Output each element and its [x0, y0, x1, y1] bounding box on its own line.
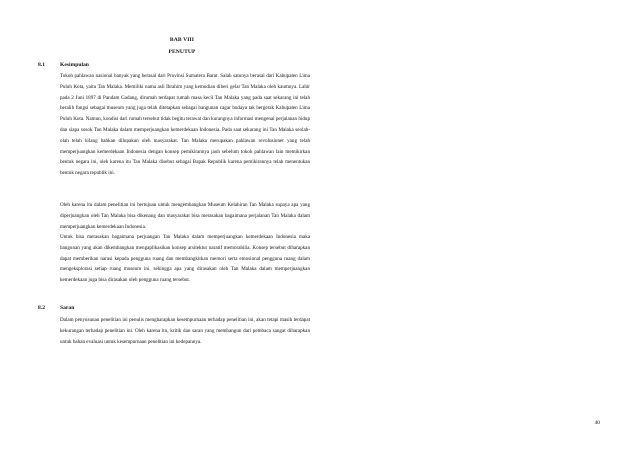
paragraph: Dalam penyusunan penelitian ini penulis mengharapkan kesempurnaan terhadap penelitian ini, akan tetapi masih terdapat kekurangan terhadap penelitian ini. Oleh karena itu, kritik dan saran yang membangun dari pembaca sangat diharapkan untuk bahan evaluasi untuk kesempurnaan penelitian ini kedepannya.	[60, 317, 310, 345]
section-title: Saran	[60, 305, 75, 311]
section-heading-saran	[38, 305, 318, 311]
section-heading-kesimpulan	[38, 62, 318, 68]
paragraph: Untuk bisa merasakan bagaimana perjuangan Tan Malaka dalam memperjuangkan kemerdekaan Indonesia maka bangunan yang akan dikembangkan mengaplikasikan konsep arsitektur naratif memorabilia. Konsep tersebut diharapkan dapat memberikan narasi kepada pengguna ruang dan membangkitkan memori serta emosional pengguna ruang dalam mengeksplorasi setiap ruang museum ini, sehingga apa yang dirasakan oleh Tan Malaka dalam memperjuangkan kemerdekaan juga bisa dirasakan oleh pengguna ruang tersebut.	[60, 234, 310, 284]
page-number: 40	[594, 420, 600, 426]
section-number: 8.2	[38, 305, 45, 311]
paragraph: Tokoh pahlawan nasional banyak yang berasal dari Provinsi Sumatera Barat. Salah satunya berasal dari Kabupaten Lima Puluh Kota, yaitu Tan Malaka. Memiliki nama asli Ibrahim yang kemudian diberi gelar Tan Malaka oleh kaumnya. Lahir pada 2 Juni 1897 di Pandam Gadang, dirumah terdapat rumah masa kecil Tan Malaka yang pada saat sekarang ini telah beralih fungsi sebagai museum yang juga telah ditetapkan sebagai bangunan cagar budaya tak bergerak Kabupaten Lima Puluh Kota. Namun, kondisi dari rumah tersebut tidak begitu terawat dan kurangnya informasi mengenai perjalanan hidup dan siapa sosok Tan Malaka dalam memperjuangkan kemerdekaan Indonesia. Pada saat sekarang ini Tan Malaka seolah-olah telah hilang bahkan dilupakan oleh masyarakat. Tan Malaka merupakan pahlawan revolusioner yang telah memperjuangkan kemerdekaan Indonesia dengan konsep pemikirannya jauh sebelum tokoh pahlawan lain memikirkan bentuk negara ini, oleh karena itu Tan Malaka disebut sebagai Bapak Republik karena pemikirannya telah menentukan bentuk negara republik ini.	[60, 73, 310, 177]
chapter-number: BAB VIII	[169, 37, 195, 43]
paragraph: Oleh karena itu dalam penelitian ini bertujuan untuk mengembangkan Museum Kelahiran Tan Malaka supaya apa yang diperjuangkan oleh Tan Malaka bisa dikenang dan masyarakat bisa merasakan bagaimana perjalanan Tan Malaka dalam memperjuangkan kemerdekaan Indonesia.	[60, 202, 310, 230]
chapter-title: PENUTUP	[168, 49, 196, 55]
section-number: 8.1	[38, 62, 45, 68]
section-title: Kesimpulan	[60, 62, 89, 68]
